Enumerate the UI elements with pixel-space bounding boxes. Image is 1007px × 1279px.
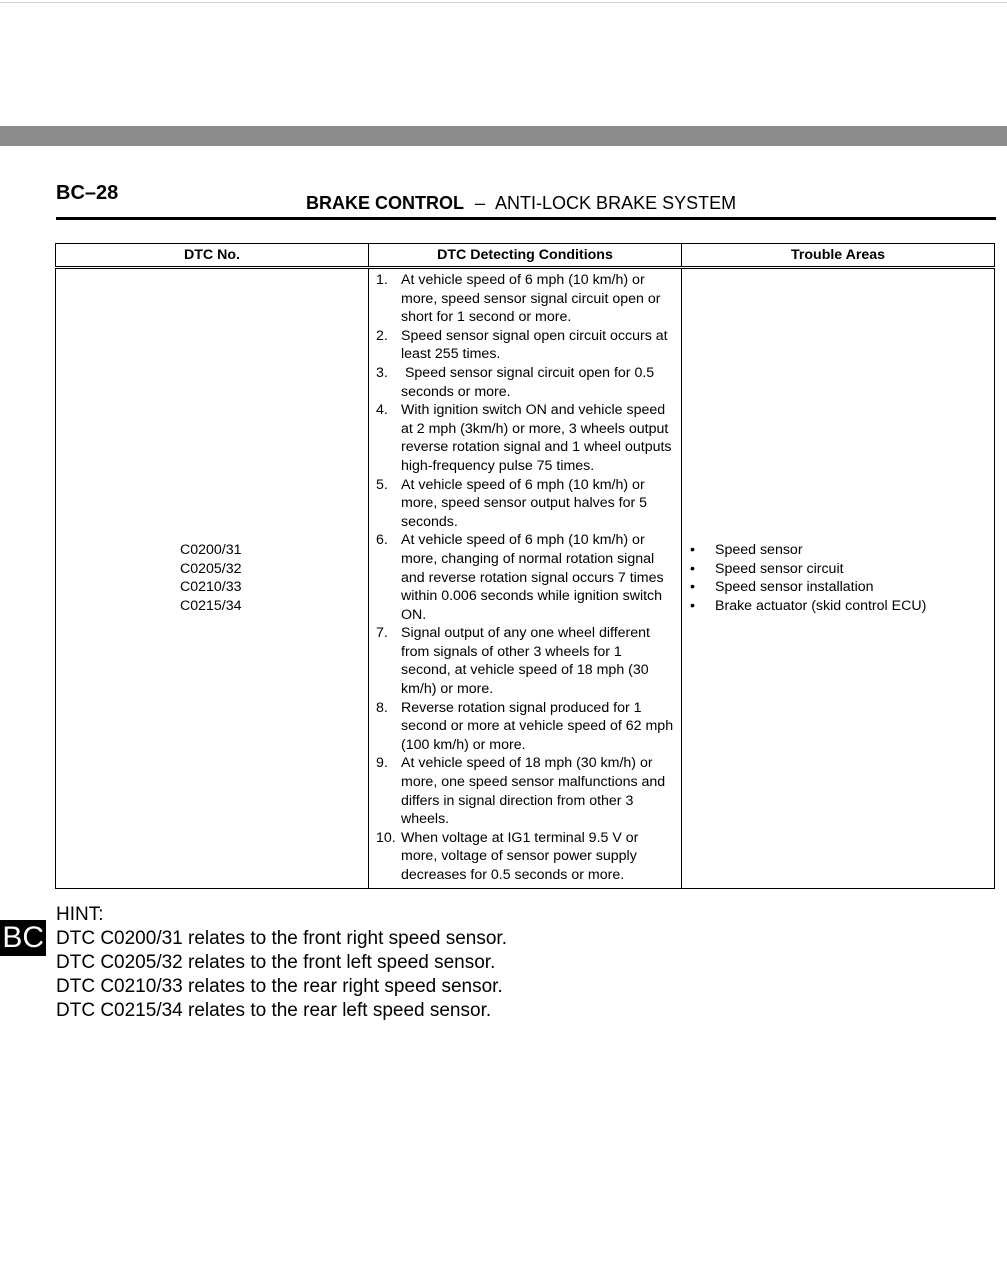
condition-number: 5. <box>376 476 388 493</box>
dtc-code: C0200/31 <box>180 542 242 559</box>
condition-number: 7. <box>376 625 388 642</box>
condition-number: 6. <box>376 532 388 549</box>
dtc-code: C0215/34 <box>180 597 242 614</box>
condition-item <box>375 327 675 364</box>
bullet-icon: • <box>690 597 695 614</box>
trouble-area-item <box>688 560 994 579</box>
table-row <box>56 268 995 889</box>
condition-text: With ignition switch ON and vehicle speed at 2 mph (3km/h) or more, 3 wheels output reverse rotation signal and 1 wheel outputs high-frequency pulse 75 times. <box>401 402 672 474</box>
trouble-area-item <box>688 578 994 597</box>
hint-line: DTC C0200/31 relates to the front right speed sensor. <box>56 928 507 949</box>
section-title-rest: ANTI-LOCK BRAKE SYSTEM <box>495 193 737 213</box>
condition-item <box>375 476 675 532</box>
condition-text: At vehicle speed of 6 mph (10 km/h) or more, speed sensor signal circuit open or short for 1 second or more. <box>401 272 661 326</box>
header-trouble-areas: Trouble Areas <box>682 244 995 268</box>
section-side-tab: BC <box>0 920 46 956</box>
condition-item <box>375 829 675 885</box>
condition-number: 3. <box>376 364 388 381</box>
condition-text: At vehicle speed of 6 mph (10 km/h) or more, speed sensor output halves for 5 seconds. <box>401 476 648 530</box>
dtc-codes-cell <box>56 268 369 889</box>
condition-text: At vehicle speed of 18 mph (30 km/h) or more, one speed sensor malfunctions and differs in signal direction from other 3 wheels. <box>401 755 666 828</box>
top-divider <box>0 2 1007 3</box>
dtc-code: C0210/33 <box>180 579 242 596</box>
condition-item <box>375 699 675 755</box>
dtc-table <box>55 243 995 889</box>
header-detecting-conditions: DTC Detecting Conditions <box>369 244 682 268</box>
condition-text: When voltage at IG1 terminal 9.5 V or more, voltage of sensor power supply decreases for 0.5 seconds or more. <box>401 829 639 883</box>
condition-text: Reverse rotation signal produced for 1 second or more at vehicle speed of 62 mph (100 km/h) or more. <box>401 699 674 753</box>
trouble-area-item <box>688 597 994 616</box>
section-title <box>306 193 736 214</box>
condition-number: 2. <box>376 327 388 344</box>
hint-line: DTC C0215/34 relates to the rear left speed sensor. <box>56 1000 492 1021</box>
condition-text: Speed sensor signal open circuit occurs at least 255 times. <box>401 327 668 363</box>
trouble-area-text: Brake actuator (skid control ECU) <box>715 597 927 614</box>
condition-item <box>375 624 675 698</box>
header-band <box>0 126 1007 146</box>
bullet-icon: • <box>690 560 695 577</box>
condition-text: Speed sensor signal circuit open for 0.5 seconds or more. <box>401 364 659 400</box>
header-dtc-no: DTC No. <box>56 244 369 268</box>
header-rule <box>56 217 996 220</box>
condition-item <box>375 531 675 624</box>
trouble-area-text: Speed sensor installation <box>715 579 874 596</box>
condition-item <box>375 754 675 828</box>
trouble-areas-list <box>688 541 994 615</box>
dtc-code: C0205/32 <box>180 560 242 577</box>
condition-text: Signal output of any one wheel different from signals of other 3 wheels for 1 second, at vehicle speed of 18 mph (30 km/h) or more. <box>401 625 650 698</box>
trouble-areas-cell <box>682 268 995 889</box>
trouble-area-text: Speed sensor <box>715 542 803 559</box>
condition-item <box>375 364 675 401</box>
conditions-list <box>375 271 675 885</box>
condition-number: 1. <box>376 272 388 288</box>
condition-number: 4. <box>376 402 388 419</box>
table-header-row <box>56 244 995 268</box>
section-title-separator: – <box>475 193 486 213</box>
condition-number: 10. <box>376 829 396 846</box>
condition-item <box>375 401 675 475</box>
bullet-icon: • <box>690 579 695 596</box>
trouble-area-item <box>688 541 994 560</box>
hint-label: HINT: <box>56 904 104 925</box>
detecting-conditions-cell <box>369 268 682 889</box>
condition-number: 9. <box>376 755 388 772</box>
hint-line: DTC C0210/33 relates to the rear right speed sensor. <box>56 976 503 997</box>
page-number: BC–28 <box>56 182 119 204</box>
condition-number: 8. <box>376 699 388 716</box>
hint-block <box>56 903 507 1023</box>
bullet-icon: • <box>690 542 695 559</box>
section-title-bold: BRAKE CONTROL <box>306 193 464 213</box>
hint-line: DTC C0205/32 relates to the front left speed sensor. <box>56 952 496 973</box>
condition-text: At vehicle speed of 6 mph (10 km/h) or more, changing of normal rotation signal and reverse rotation signal occurs 7 times within 0.006 seconds while ignition switch ON. <box>401 532 664 623</box>
trouble-area-text: Speed sensor circuit <box>715 560 844 577</box>
condition-item <box>375 271 675 327</box>
